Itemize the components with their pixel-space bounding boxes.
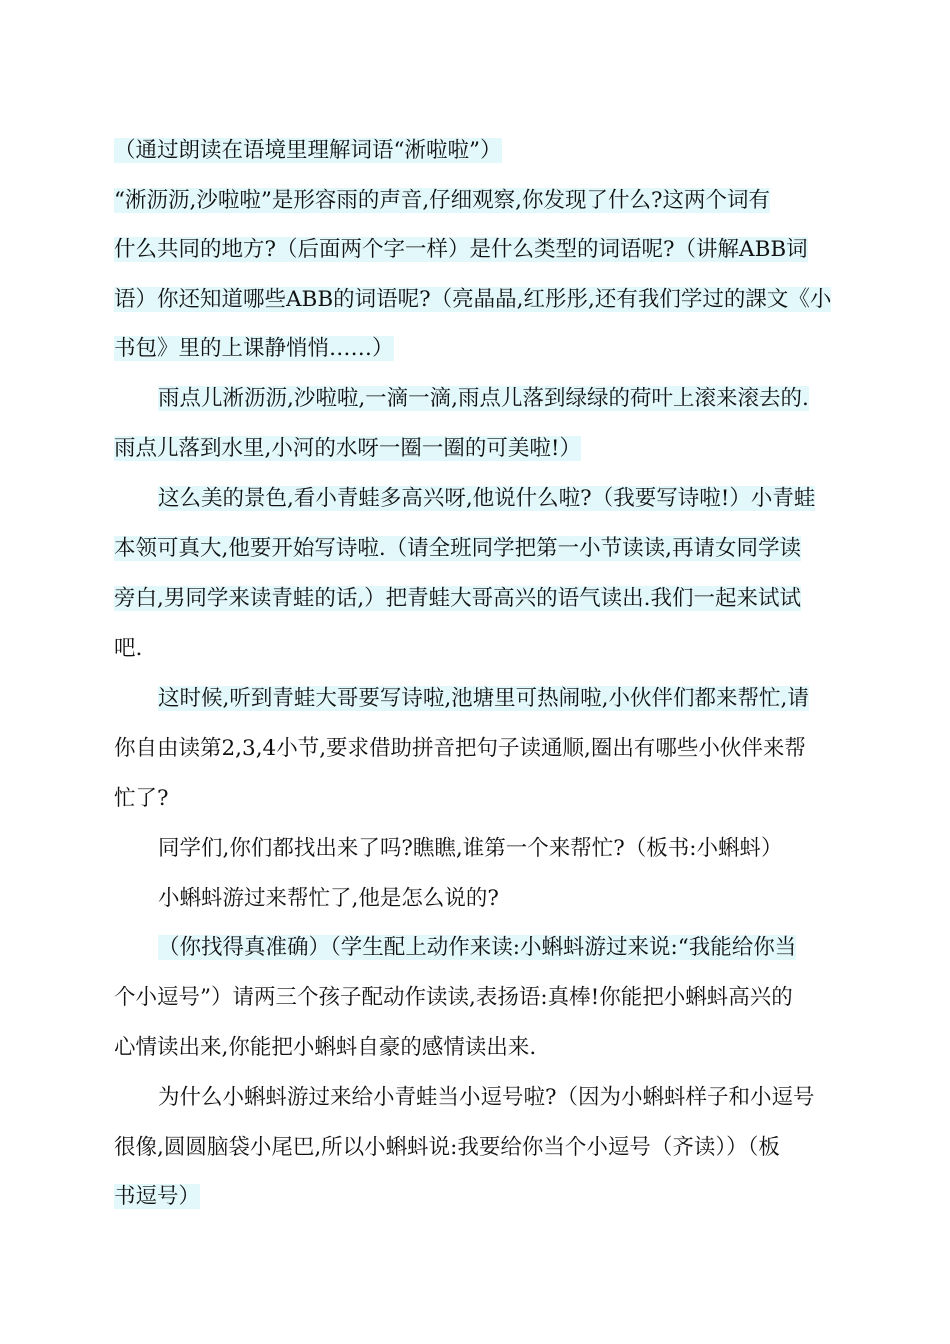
text-line: 为什么小蝌蚪游过来给小青蛙当小逗号啦?（因为小蝌蚪样子和小逗号 — [158, 1085, 815, 1110]
text-line: （通过朗读在语境里理解词语“淅啦啦”） — [114, 138, 502, 163]
text-line: 本领可真大,他要开始写诗啦.（请全班同学把第一小节读读,再请女同学读 — [114, 536, 802, 561]
text-line: 个小逗号”）请两三个孩子配动作读读,表扬语:真棒!你能把小蝌蚪高兴的 — [114, 985, 793, 1010]
text-line: 你自由读第2,3,4小节,要求借助拼音把句子读通顺,圈出有哪些小伙伴来帮 — [114, 736, 806, 761]
text-line: 雨点儿淅沥沥,沙啦啦,一滴一滴,雨点儿落到绿绿的荷叶上滚来滚去的. — [158, 386, 809, 411]
text-line: 这时候,听到青蛙大哥要写诗啦,池塘里可热闹啦,小伙伴们都来帮忙,请 — [158, 686, 809, 711]
text-line: 很像,圆圆脑袋小尾巴,所以小蝌蚪说:我要给你当个小逗号（齐读））（板 — [114, 1135, 780, 1160]
text-line: 这么美的景色,看小青蛙多高兴呀,他说什么啦?（我要写诗啦!）小青蛙 — [158, 486, 816, 511]
text-line: 书逗号） — [114, 1184, 201, 1209]
text-line: 什么共同的地方?（后面两个字一样）是什么类型的词语呢?（讲解ABB词 — [114, 237, 808, 262]
text-line: 雨点儿落到水里,小河的水呀一圈一圈的可美啦!） — [114, 436, 581, 461]
text-line: 忙了? — [114, 786, 169, 811]
text-line: （你找得真准确）（学生配上动作来读:小蝌蚪游过来说:“我能给你当 — [158, 935, 797, 960]
text-line: 语）你还知道哪些ABB的词语呢?（亮晶晶,红彤彤,还有我们学过的課文《小 — [114, 287, 832, 312]
text-line: 书包》里的上课静悄悄……） — [114, 336, 394, 361]
text-line: 吧. — [114, 636, 143, 661]
text-line: 同学们,你们都找出来了吗?瞧瞧,谁第一个来帮忙?（板书:小蝌蚪） — [158, 836, 783, 861]
text-line: “淅沥沥,沙啦啦”是形容雨的声音,仔细观察,你发现了什么?这两个词有 — [114, 188, 771, 213]
text-line: 旁白,男同学来读青蛙的话,）把青蛙大哥高兴的语气读出.我们一起来试试 — [114, 586, 802, 611]
text-line: 小蝌蚪游过来帮忙了,他是怎么说的? — [158, 886, 499, 911]
text-line: 心情读出来,你能把小蝌蚪自豪的感情读出来. — [114, 1035, 537, 1060]
